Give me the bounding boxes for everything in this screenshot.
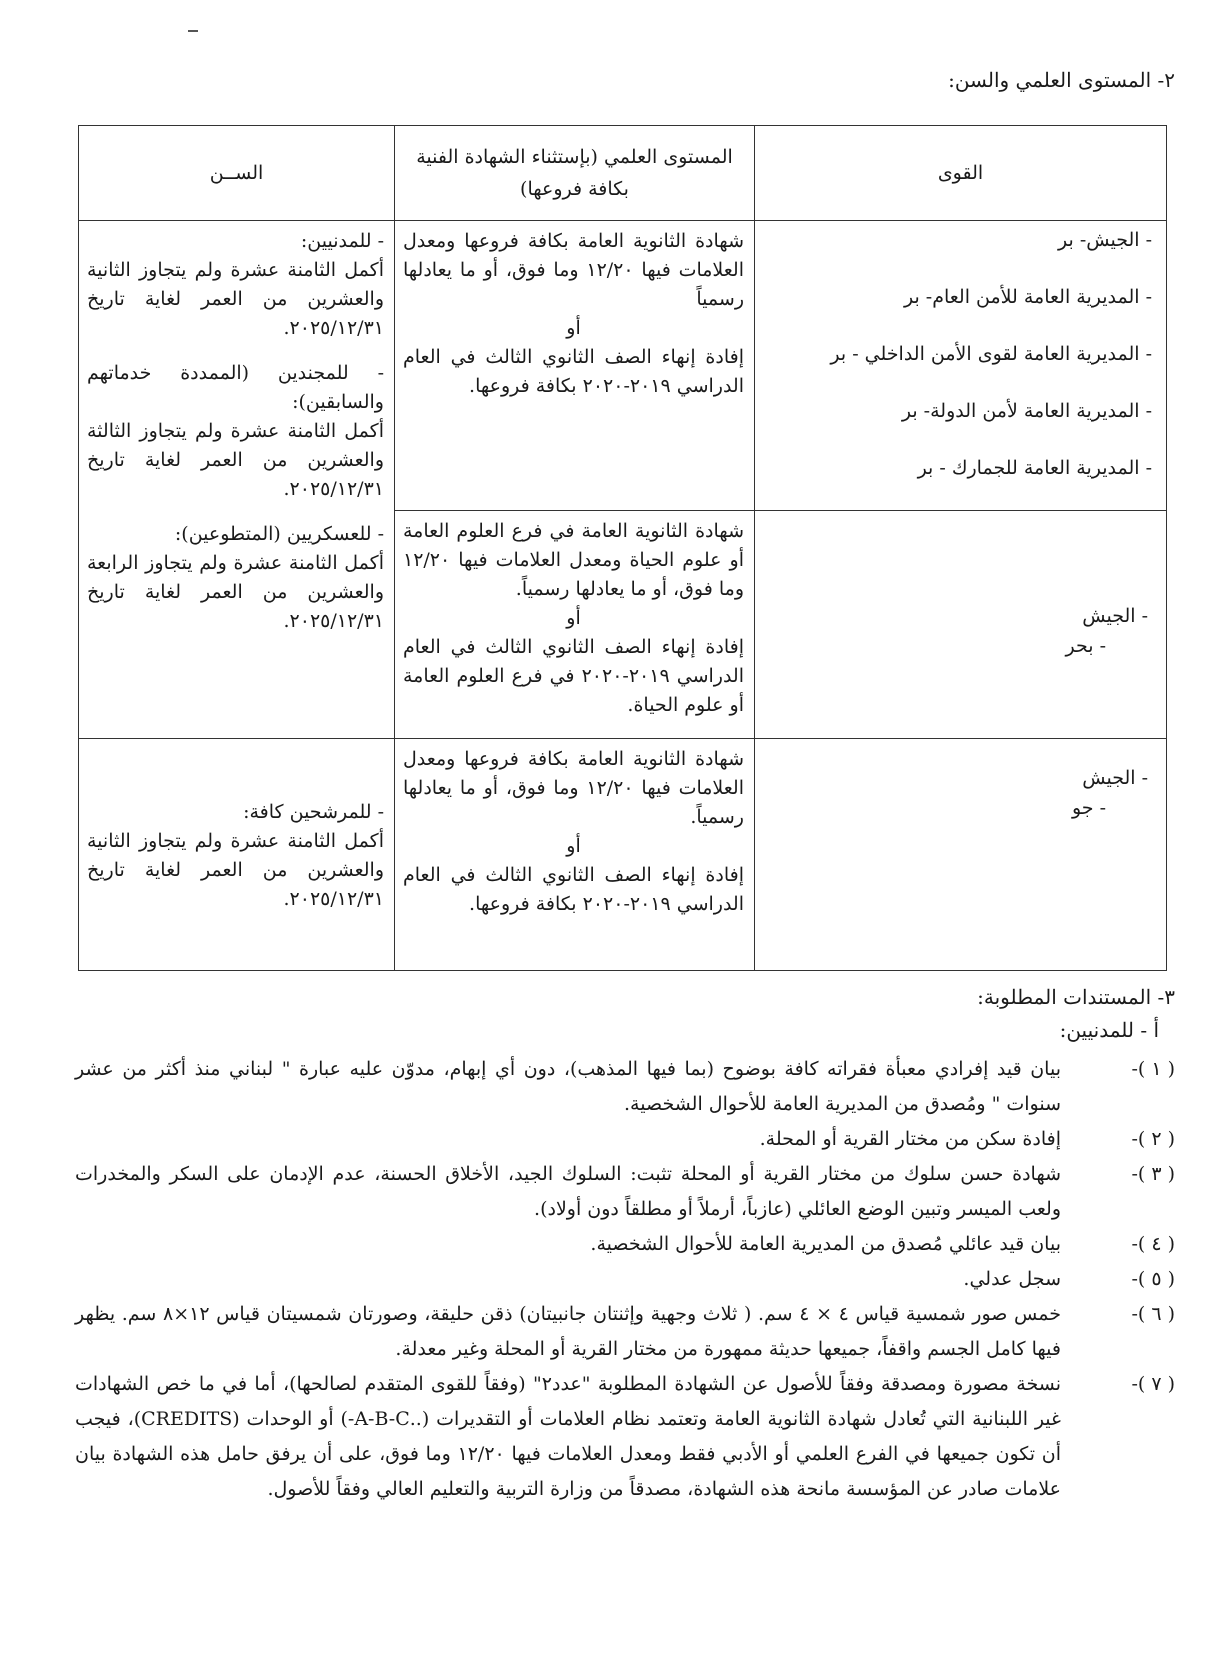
list-item	[75, 1157, 1175, 1227]
header-age: الســن	[79, 126, 395, 221]
item-text: شهادة حسن سلوك من مختار القرية أو المحلة تثبت: السلوك الجيد، الأخلاق الحسنة، عدم الإدمان على السكر والمخدرات ولعب الميسر وتبين الوضع العائلي (عازباً، أرملاً أو مطلقاً دون أولاد).	[75, 1163, 1061, 1220]
age-cell-combined	[79, 221, 395, 739]
list-item	[75, 1367, 1175, 1507]
item-text: إفادة سكن من مختار القرية أو المحلة.	[759, 1128, 1061, 1150]
force-item: - الجيش	[1082, 767, 1148, 789]
age-conscripts	[87, 359, 384, 504]
age-text: أكمل الثامنة عشرة ولم يتجاوز الثالثة والعشرين من العمر لغاية تاريخ ٢٠٢٥/١٢/٣١.	[87, 420, 384, 500]
row3-level	[395, 739, 755, 971]
item-number: ( ٤ )-	[1131, 1233, 1175, 1255]
or-separator: أو	[566, 607, 581, 629]
row1-forces	[755, 221, 1167, 511]
item-text: نسخة مصورة ومصدقة وفقاً للأصول عن الشهادة المطلوبة "عدد٢" (وفقاً للقوى المتقدم لصالحها)، أما في ما خص الشهادات غير اللبنانية التي تُعادل شهادة الثانوية العامة وتعتمد نظام العلامات أو التقديرات (..A-B-C-) أو الوحدات (CREDITS)، فيجب أن تكون جميعها في الفرع العلمي أو الأدبي فقط ومعدل العلامات فيها ١٢/٢٠ وما فوق، على أن يرفق حامل هذه الشهادة بيان علامات صادر عن المؤسسة مانحة هذه الشهادة، مصدقاً من وزارة التربية والتعليم العالي وفقاً للأصول.	[75, 1373, 1061, 1500]
force-item: - المديرية العامة للجمارك - بر	[917, 457, 1152, 479]
age-lead: - للمرشحين كافة:	[243, 800, 384, 823]
subsection-a-title: أ - للمدنيين:	[1059, 1018, 1159, 1042]
age-civilians	[87, 227, 384, 343]
force-item: - المديرية العامة للأمن العام- بر	[903, 286, 1152, 308]
documents-list	[75, 1052, 1175, 1507]
list-item	[75, 1122, 1175, 1157]
section-2-title: ٢- المستوى العلمي والسن:	[948, 68, 1175, 92]
item-text: بيان قيد عائلي مُصدق من المديرية العامة للأحوال الشخصية.	[590, 1233, 1061, 1255]
force-subitem: - بحر	[1065, 635, 1106, 657]
section-3-title: ٣- المستندات المطلوبة:	[977, 985, 1175, 1009]
header-forces: القوى	[755, 126, 1167, 221]
table-header-row	[79, 126, 1167, 221]
item-number: ( ٣ )-	[1131, 1163, 1175, 1185]
item-number: ( ٥ )-	[1131, 1268, 1175, 1290]
level-text: إفادة إنهاء الصف الثانوي الثالث في العام الدراسي ٢٠١٩-٢٠٢٠ في فرع العلوم العامة أو علوم الحياة.	[403, 636, 744, 716]
age-soldiers	[87, 520, 384, 636]
force-item: - المديرية العامة لقوى الأمن الداخلي - بر	[830, 343, 1152, 365]
list-item	[75, 1262, 1175, 1297]
row3-forces	[755, 739, 1167, 971]
level-text: شهادة الثانوية العامة في فرع العلوم العامة أو علوم الحياة ومعدل العلامات فيها ١٢/٢٠ وما فوق، أو ما يعادلها رسمياً.	[403, 520, 744, 600]
age-text: أكمل الثامنة عشرة ولم يتجاوز الثانية والعشرين من العمر لغاية تاريخ ٢٠٢٥/١٢/٣١.	[87, 259, 384, 339]
force-item: - الجيش	[1082, 605, 1148, 627]
age-text: أكمل الثامنة عشرة ولم يتجاوز الرابعة والعشرين من العمر لغاية تاريخ ٢٠٢٥/١٢/٣١.	[87, 552, 384, 632]
age-lead: - للمجندين (الممددة خدماتهم والسابقين):	[87, 362, 384, 413]
table-row	[79, 221, 1167, 511]
list-item	[75, 1227, 1175, 1262]
item-number: ( ١ )-	[1131, 1058, 1175, 1080]
age-lead: - للعسكريين (المتطوعين):	[174, 523, 384, 545]
row2-forces	[755, 511, 1167, 739]
item-number: ( ٧ )-	[1131, 1373, 1175, 1395]
or-separator: أو	[566, 835, 581, 857]
force-item: - الجيش- بر	[1058, 229, 1152, 251]
force-item: - المديرية العامة لأمن الدولة- بر	[901, 400, 1152, 422]
item-text: بيان قيد إفرادي معبأة فقراته كافة بوضوح (بما فيها المذهب)، دون أي إبهام، مدوّن عليه عبارة " لبناني منذ أكثر من عشر سنوات " ومُصدق من المديرية العامة للأحوال الشخصية.	[75, 1058, 1061, 1115]
item-number: ( ٦ )-	[1131, 1303, 1175, 1325]
row2-level	[395, 511, 755, 739]
table-row	[79, 739, 1167, 971]
age-text: أكمل الثامنة عشرة ولم يتجاوز الثانية والعشرين من العمر لغاية تاريخ ٢٠٢٥/١٢/٣١.	[87, 829, 384, 910]
item-text: خمس صور شمسية قياس ٤ × ٤ سم. ( ثلاث وجهية وإثنتان جانبيتان) ذقن حليقة، وصورتان شمسيتان قياس ١٢×٨ سم. يظهر فيها كامل الجسم واقفاً، جميعها حديثة ممهورة من مختار القرية أو المحلة وغير معدلة.	[75, 1303, 1061, 1360]
row1-level	[395, 221, 755, 511]
level-text: إفادة إنهاء الصف الثانوي الثالث في العام الدراسي ٢٠١٩-٢٠٢٠ بكافة فروعها.	[403, 864, 744, 915]
requirements-table	[78, 125, 1167, 971]
item-text: سجل عدلي.	[963, 1268, 1061, 1290]
force-subitem: - جو	[1071, 797, 1106, 819]
header-level: المستوى العلمي (بإستثناء الشهادة الفنية بكافة فروعها)	[395, 126, 755, 221]
row3-age	[79, 739, 395, 971]
list-item	[75, 1297, 1175, 1367]
item-number: ( ٢ )-	[1131, 1128, 1175, 1150]
list-item	[75, 1052, 1175, 1122]
level-text: شهادة الثانوية العامة بكافة فروعها ومعدل العلامات فيها ١٢/٢٠ وما فوق، أو ما يعادلها رسمياً.	[403, 748, 744, 828]
or-separator: أو	[566, 317, 581, 339]
page-mark	[188, 30, 198, 32]
age-lead: - للمدنيين:	[300, 230, 384, 252]
level-text: شهادة الثانوية العامة بكافة فروعها ومعدل العلامات فيها ١٢/٢٠ وما فوق، أو ما يعادلها رسمياً	[403, 230, 744, 310]
level-text: إفادة إنهاء الصف الثانوي الثالث في العام الدراسي ٢٠١٩-٢٠٢٠ بكافة فروعها.	[403, 346, 744, 397]
